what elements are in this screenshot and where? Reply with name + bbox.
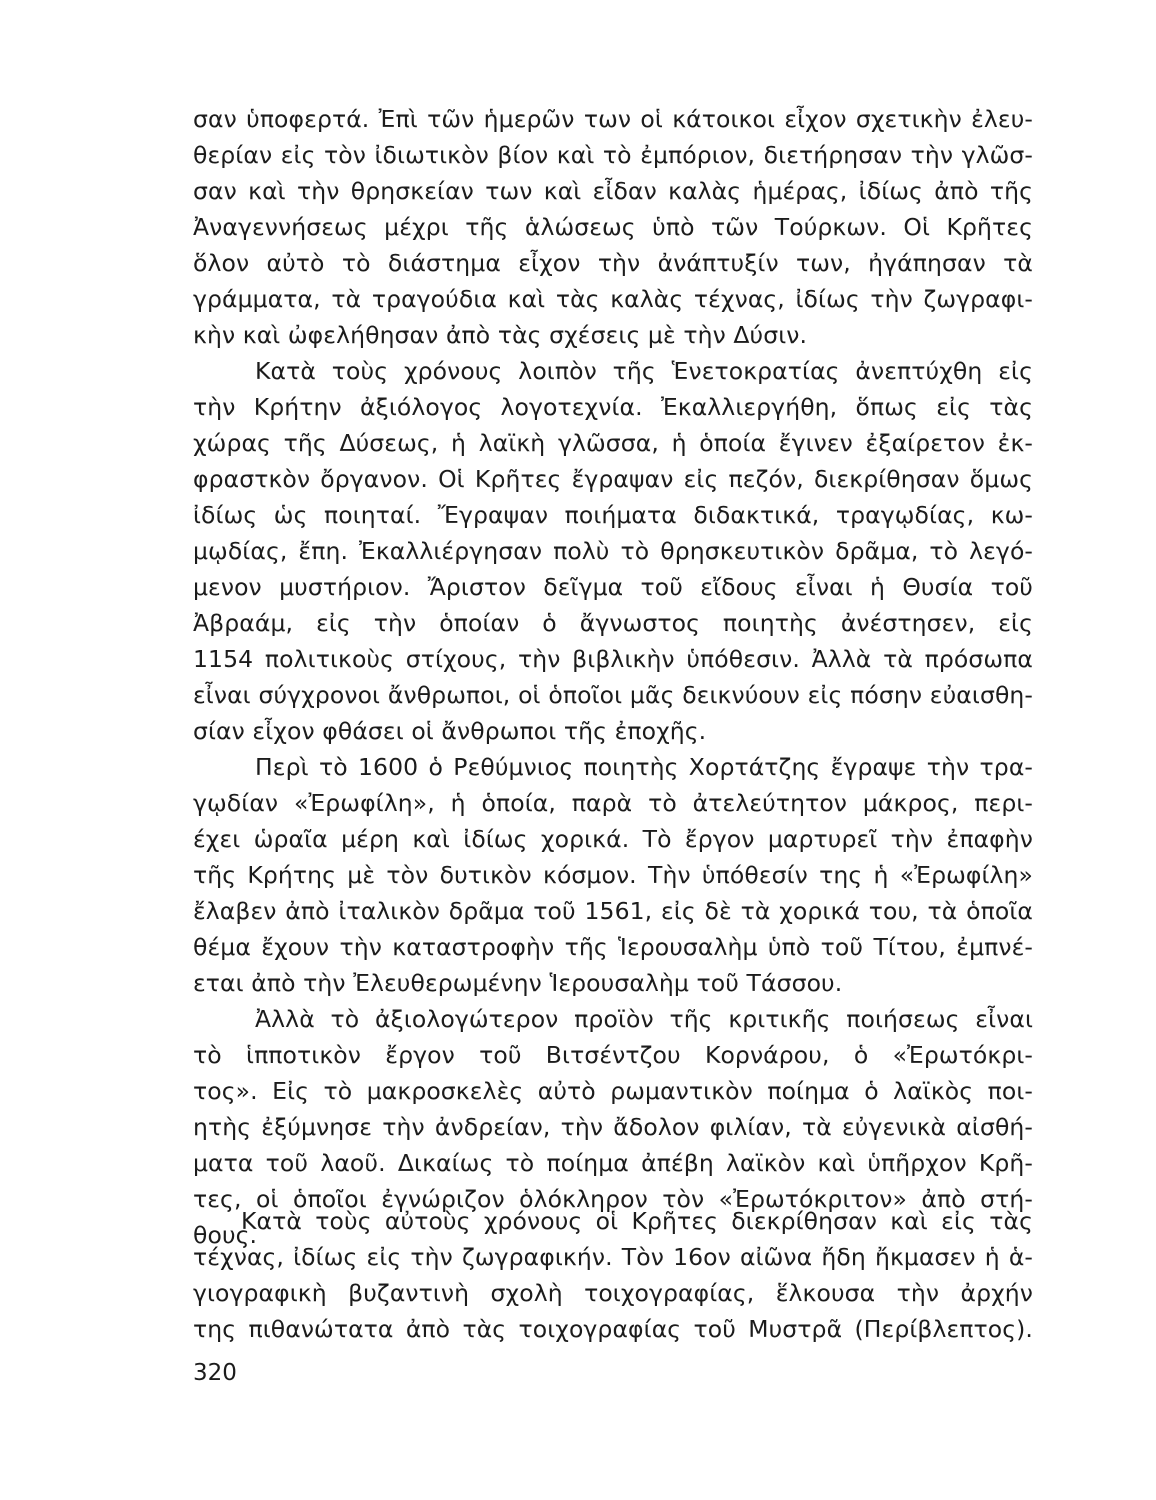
text-line: σαν ὑποφερτά. Ἐπὶ τῶν ἡμερῶν των οἱ κάτοικοι εἶχον σχετικὴν ἐλευ- <box>193 105 1033 133</box>
text-line: της πιθανώτατα ἀπὸ τὰς τοιχογραφίας τοῦ Μυστρᾶ (Περίβλεπτος). <box>193 1315 1033 1343</box>
text-line: τῆς Κρήτης μὲ τὸν δυτικὸν κόσμον. Τὴν ὑπόθεσίν της ἡ «Ἐρωφίλη» <box>193 861 1033 889</box>
text-line: Περὶ τὸ 1600 ὁ Ρεθύμνιος ποιητὴς Χορτάτζης ἔγραψε τὴν τρα- <box>255 753 1033 781</box>
text-line: χώρας τῆς Δύσεως, ἡ λαϊκὴ γλῶσσα, ἡ ὁποία ἔγινεν ἐξαίρετον ἐκ- <box>193 429 1033 457</box>
text-line: Κατὰ τοὺς αὐτοὺς χρόνους οἱ Κρῆτες διεκρίθησαν καὶ εἰς τὰς <box>241 1207 1033 1235</box>
text-line: εται ἀπὸ τὴν Ἐλευθερωμένην Ἱερουσαλὴμ τοῦ Τάσσου. <box>193 969 843 997</box>
text-line: γιογραφικὴ βυζαντινὴ σχολὴ τοιχογραφίας, ἕλκουσα τὴν ἀρχήν <box>193 1279 1033 1307</box>
body-text-last-paragraph <box>193 1204 1033 1343</box>
text-line: τὴν Κρήτην ἀξιόλογος λογοτεχνία. Ἐκαλλιεργήθη, ὅπως εἰς τὰς <box>193 393 1033 421</box>
text-line: σίαν εἶχον φθάσει οἱ ἄνθρωποι τῆς ἐποχῆς. <box>193 717 707 745</box>
text-line: έχει ὡραῖα μέρη καὶ ἰδίως χορικά. Τὸ ἔργον μαρτυρεῖ τὴν ἐπαφὴν <box>193 825 1033 853</box>
text-line: μενον μυστήριον. Ἄριστον δεῖγμα τοῦ εἴδους εἶναι ἡ Θυσία τοῦ <box>193 573 1033 601</box>
text-line: σαν καὶ τὴν θρησκείαν των καὶ εἶδαν καλὰς ἡμέρας, ἰδίως ἀπὸ τῆς <box>193 177 1033 205</box>
text-line: θερίαν εἰς τὸν ἰδιωτικὸν βίον καὶ τὸ ἐμπόριον, διετήρησαν τὴν γλῶσ- <box>193 141 1033 169</box>
text-line: γῳδίαν «Ἐρωφίλη», ἡ ὁποία, παρὰ τὸ ἀτελεύτητον μάκρος, περι- <box>193 789 1033 817</box>
text-line: ὅλον αὐτὸ τὸ διάστημα εἶχον τὴν ἀνάπτυξίν των, ἠγάπησαν τὰ <box>193 249 1033 277</box>
text-line: γράμματα, τὰ τραγούδια καὶ τὰς καλὰς τέχνας, ἰδίως τὴν ζωγραφι- <box>193 285 1033 313</box>
page-number: 320 <box>193 1360 237 1386</box>
text-line: Ἀλλὰ τὸ ἀξιολογώτερον προϊὸν τῆς κριτικῆς ποιήσεως εἶναι <box>255 1005 1033 1033</box>
text-line: κὴν καὶ ὠφελήθησαν ἀπὸ τὰς σχέσεις μὲ τὴν Δύσιν. <box>193 321 808 349</box>
text-line: ματα τοῦ λαοῦ. Δικαίως τὸ ποίημα ἀπέβη λαϊκὸν καὶ ὑπῆρχον Κρῆ- <box>193 1149 1033 1177</box>
text-line: θέμα ἔχουν τὴν καταστροφὴν τῆς Ἱερουσαλὴμ ὑπὸ τοῦ Τίτου, ἐμπνέ- <box>193 933 1033 961</box>
text-line: Ἀβραάμ, εἰς τὴν ὁποίαν ὁ ἄγνωστος ποιητὴς ἀνέστησεν, εἰς <box>193 609 1033 637</box>
text-line: ἰδίως ὡς ποιηταί. Ἔγραψαν ποιήματα διδακτικά, τραγῳδίας, κω- <box>193 501 1033 529</box>
text-line: Κατὰ τοὺς χρόνους λοιπὸν τῆς Ἑνετοκρατίας ἀνεπτύχθη εἰς <box>255 357 1033 385</box>
text-line: ἔλαβεν ἀπὸ ἰταλικὸν δρᾶμα τοῦ 1561, εἰς δὲ τὰ χορικά του, τὰ ὁποῖα <box>193 897 1033 925</box>
text-line: 1154 πολιτικοὺς στίχους, τὴν βιβλικὴν ὑπόθεσιν. Ἀλλὰ τὰ πρόσωπα <box>193 645 1033 673</box>
text-line: ητὴς ἐξύμνησε τὴν ἀνδρείαν, τὴν ἄδολον φιλίαν, τὰ εὐγενικὰ αἰσθή- <box>193 1113 1033 1141</box>
text-line: μῳδίας, ἔπη. Ἐκαλλιέργησαν πολὺ τὸ θρησκευτικὸν δρᾶμα, τὸ λεγό- <box>193 537 1033 565</box>
text-line: τος». Εἰς τὸ μακροσκελὲς αὐτὸ ρωμαντικὸν ποίημα ὁ λαϊκὸς ποι- <box>193 1077 1033 1105</box>
text-line: τες, οἱ ὁποῖοι ἐγνώριζον ὁλόκληρον τὸν «Ἐρωτόκριτον» ἀπὸ στή- <box>193 1185 1033 1213</box>
text-line: Ἀναγεννήσεως μέχρι τῆς ἁλώσεως ὑπὸ τῶν Τούρκων. Οἱ Κρῆτες <box>193 213 1033 241</box>
text-line: τὸ ἱπποτικὸν ἔργον τοῦ Βιτσέντζου Κορνάρου, ὁ «Ἐρωτόκρι- <box>193 1041 1033 1069</box>
text-line: θους. <box>193 1221 258 1249</box>
text-line: εἶναι σύγχρονοι ἄνθρωποι, οἱ ὁποῖοι μᾶς δεικνύουν εἰς πόσην εὐαισθη- <box>193 681 1033 709</box>
text-line: τέχνας, ἰδίως εἰς τὴν ζωγραφικήν. Τὸν 16ον αἰῶνα ἤδη ἤκμασεν ἡ ἁ- <box>193 1243 1033 1271</box>
text-line: φραστκὸν ὄργανον. Οἱ Κρῆτες ἔγραψαν εἰς πεζόν, διεκρίθησαν ὅμως <box>193 465 1033 493</box>
